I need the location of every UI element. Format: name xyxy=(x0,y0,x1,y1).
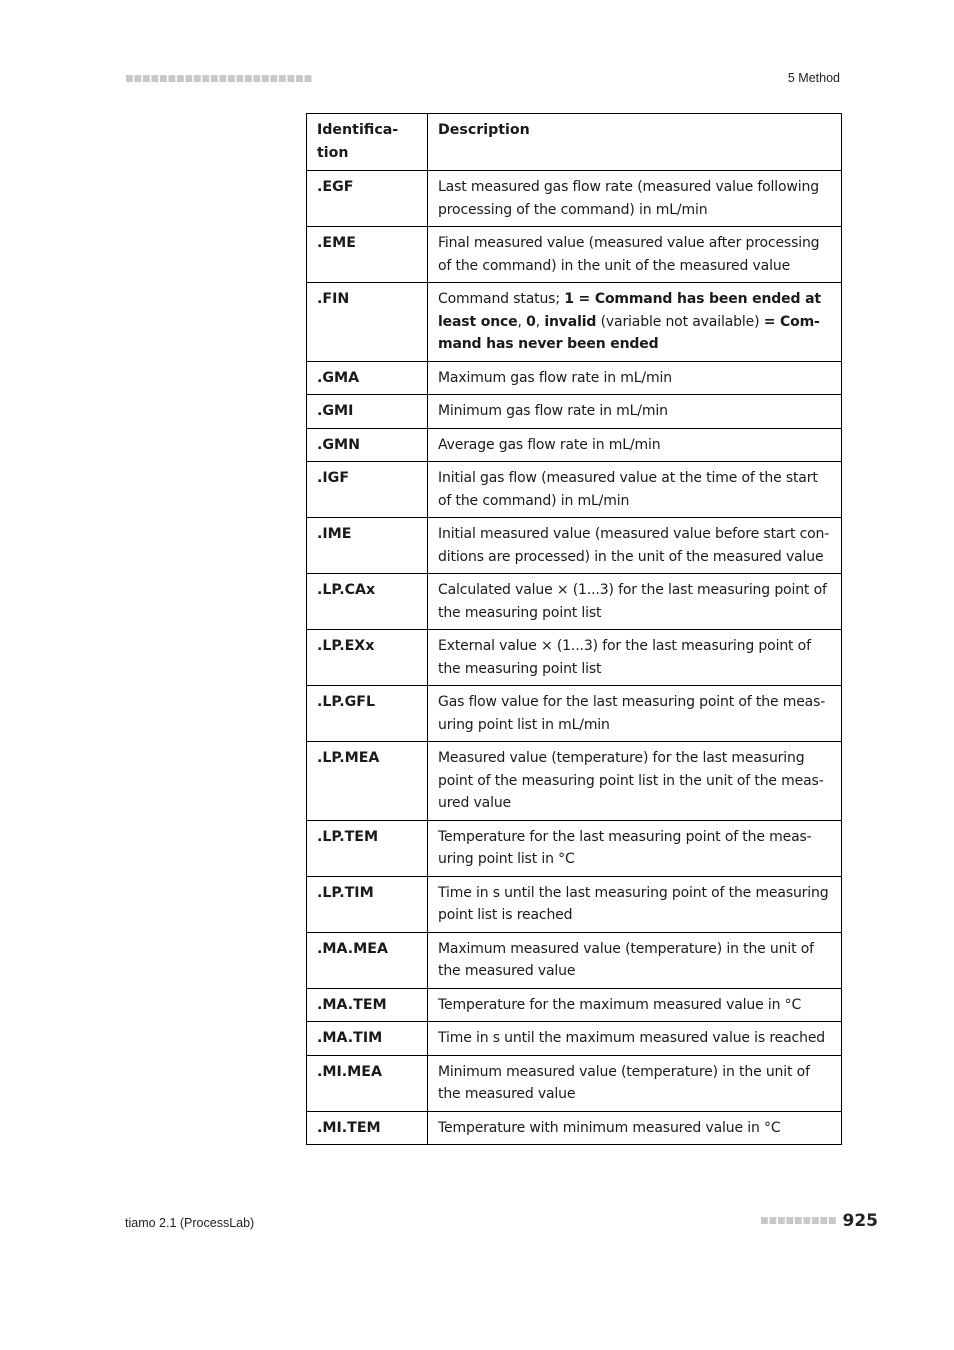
description-cell: Initial gas flow (measured value at the time of the start of the command) in mL/min xyxy=(428,462,842,518)
identification-cell: .LP.GFL xyxy=(307,686,428,742)
identification-cell: .LP.EXx xyxy=(307,630,428,686)
footer-page xyxy=(760,1211,878,1231)
identification-cell: .IGF xyxy=(307,462,428,518)
description-cell: Temperature for the maximum measured value in °C xyxy=(428,988,842,1022)
identification-cell: .GMI xyxy=(307,395,428,429)
description-text: Command status; xyxy=(438,291,565,307)
description-cell: Final measured value (measured value after processing of the command) in the unit of the measured value xyxy=(428,227,842,283)
table-row xyxy=(307,574,842,630)
identification-table xyxy=(306,113,842,1145)
table-row xyxy=(307,876,842,932)
identification-cell: .IME xyxy=(307,518,428,574)
header-decoration: ■■■■■■■■■■■■■■■■■■■■■■ xyxy=(125,74,313,84)
description-text: (variable not available) xyxy=(596,313,764,330)
description-cell: Maximum gas flow rate in mL/min xyxy=(428,361,842,395)
identification-cell: .MA.TEM xyxy=(307,988,428,1022)
identification-cell: .GMA xyxy=(307,361,428,395)
table-row xyxy=(307,988,842,1022)
page-number: 925 xyxy=(842,1211,878,1231)
identification-cell: .EME xyxy=(307,227,428,283)
table-row xyxy=(307,1022,842,1056)
description-cell xyxy=(428,283,842,362)
identification-cell: .GMN xyxy=(307,428,428,462)
description-cell: Temperature for the last measuring point of the measuring point list in °C xyxy=(428,820,842,876)
footer-product: tiamo 2.1 (ProcessLab) xyxy=(125,1216,255,1230)
description-cell: Measured value (temperature) for the last measuring point of the measuring point list in the unit of the measured value xyxy=(428,742,842,821)
table-row xyxy=(307,1055,842,1111)
identification-cell: .LP.MEA xyxy=(307,742,428,821)
description-cell: External value × (1...3) for the last measuring point of the measuring point list xyxy=(428,630,842,686)
description-cell: Minimum measured value (temperature) in the unit of the measured value xyxy=(428,1055,842,1111)
description-emphasis: invalid xyxy=(544,313,597,330)
table-row xyxy=(307,820,842,876)
table-row xyxy=(307,171,842,227)
table-row xyxy=(307,932,842,988)
description-cell: Time in s until the last measuring point of the measuring point list is reached xyxy=(428,876,842,932)
table-row xyxy=(307,686,842,742)
footer-decoration: ■■■■■■■■■ xyxy=(759,1216,837,1226)
description-cell: Minimum gas flow rate in mL/min xyxy=(428,395,842,429)
identification-cell: .FIN xyxy=(307,283,428,362)
description-emphasis: 1 = Command has been ended at least once xyxy=(438,291,821,330)
description-cell: Gas flow value for the last measuring point of the measuring point list in mL/min xyxy=(428,686,842,742)
table-row xyxy=(307,462,842,518)
table-row xyxy=(307,361,842,395)
table-row xyxy=(307,742,842,821)
identification-cell: .MI.MEA xyxy=(307,1055,428,1111)
description-cell: Calculated value × (1...3) for the last measuring point of the measuring point list xyxy=(428,574,842,630)
description-cell: Temperature with minimum measured value in °C xyxy=(428,1111,842,1145)
identification-cell: .MI.TEM xyxy=(307,1111,428,1145)
table-row xyxy=(307,227,842,283)
description-text: , xyxy=(517,313,527,330)
identification-cell: .EGF xyxy=(307,171,428,227)
table-row xyxy=(307,395,842,429)
description-cell: Last measured gas flow rate (measured value following processing of the command) in mL/min xyxy=(428,171,842,227)
description-text: , xyxy=(535,313,545,330)
table-row xyxy=(307,283,842,362)
description-cell: Initial measured value (measured value before start conditions are processed) in the unit of the measured value xyxy=(428,518,842,574)
identification-cell: .LP.TEM xyxy=(307,820,428,876)
section-title: 5 Method xyxy=(787,71,840,85)
description-cell: Average gas flow rate in mL/min xyxy=(428,428,842,462)
column-header-identification: Identifica- tion xyxy=(307,114,428,171)
table-header-row xyxy=(307,114,842,171)
identification-cell: .MA.TIM xyxy=(307,1022,428,1056)
identification-cell: .LP.CAx xyxy=(307,574,428,630)
table-row xyxy=(307,428,842,462)
identification-cell: .LP.TIM xyxy=(307,876,428,932)
table-row xyxy=(307,518,842,574)
identification-cell: .MA.MEA xyxy=(307,932,428,988)
description-emphasis: = Command has never been ended xyxy=(438,313,820,352)
description-cell: Time in s until the maximum measured value is reached xyxy=(428,1022,842,1056)
column-header-description: Description xyxy=(428,114,842,171)
table-row xyxy=(307,1111,842,1145)
description-cell: Maximum measured value (temperature) in the unit of the measured value xyxy=(428,932,842,988)
table-row xyxy=(307,630,842,686)
table-body xyxy=(307,171,842,1145)
description-emphasis: 0 xyxy=(526,313,536,330)
